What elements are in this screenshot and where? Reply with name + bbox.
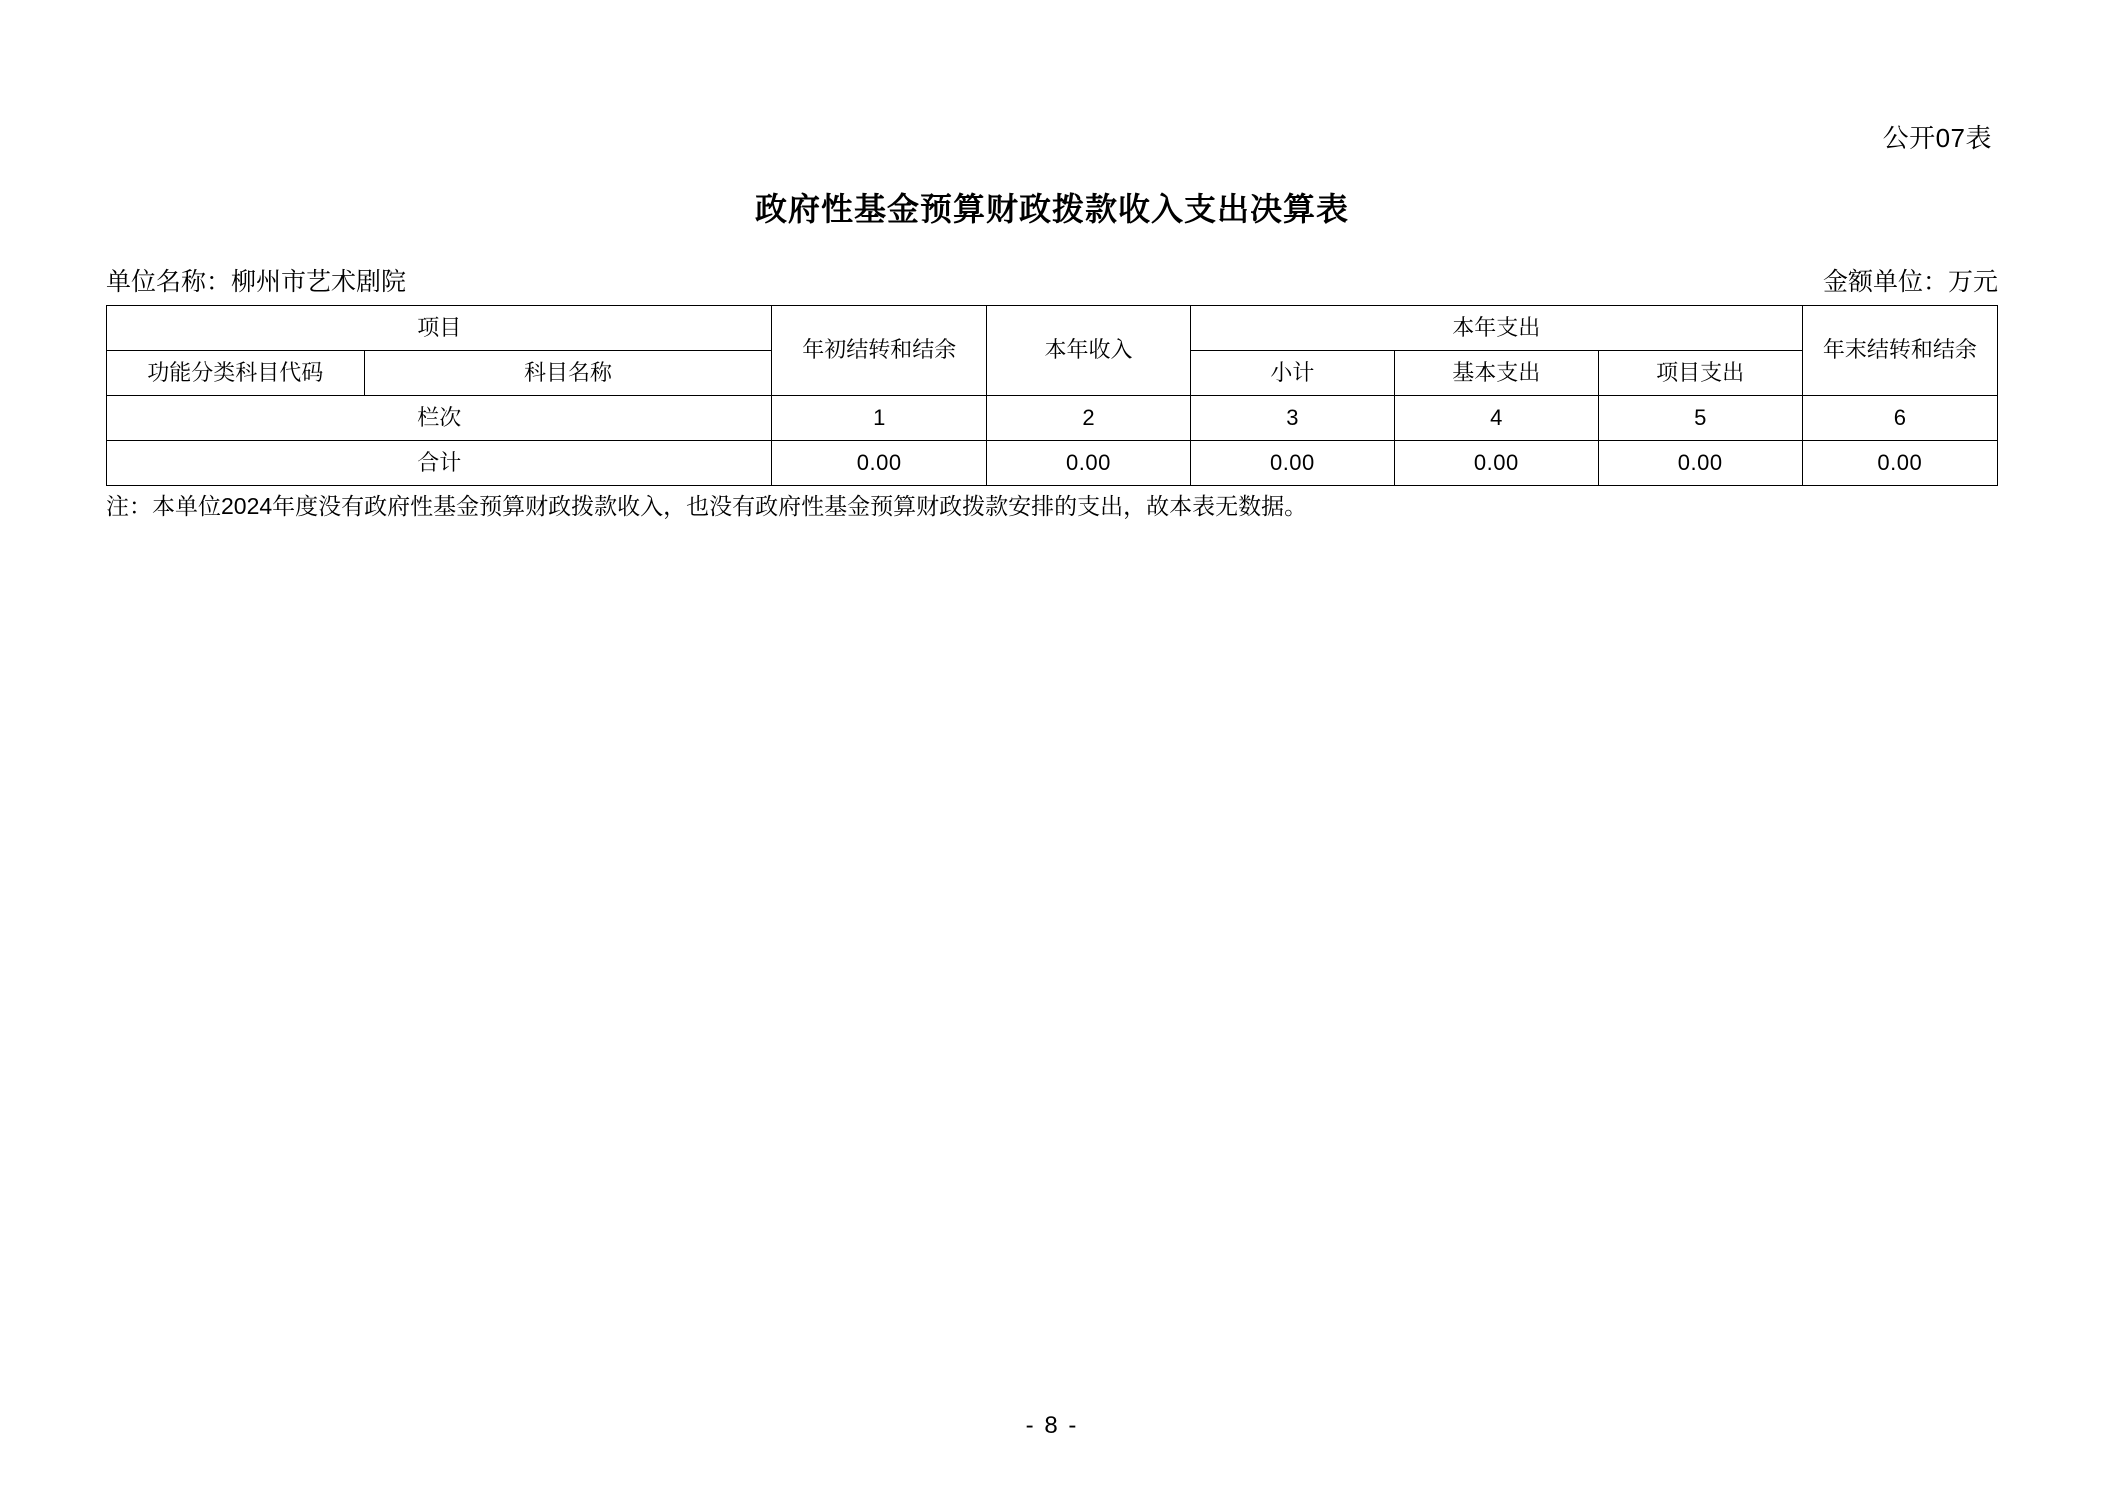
amount-unit-label: 金额单位：万元 (1822, 268, 1998, 296)
page-title: 政府性基金预算财政拨款收入支出决算表 (754, 191, 1349, 227)
lane-number-5: 5 (1598, 396, 1802, 441)
header-basic-expenditure: 基本支出 (1394, 351, 1598, 396)
total-basic-expenditure: 0.00 (1394, 441, 1598, 486)
header-current-year-expenditure: 本年支出 (1190, 306, 1802, 351)
header-item: 项目 (107, 306, 772, 351)
total-ending-balance: 0.00 (1802, 441, 1997, 486)
budget-table (106, 305, 1998, 486)
header-current-year-income: 本年收入 (987, 306, 1191, 396)
form-number-label: 公开07表 (1882, 123, 1992, 153)
table-note: 注：本单位2024年度没有政府性基金预算财政拨款收入，也没有政府性基金预算财政拨款安排的支出，故本表无数据。 (106, 493, 1308, 519)
header-ending-balance: 年末结转和结余 (1802, 306, 1997, 396)
header-beginning-balance: 年初结转和结余 (772, 306, 987, 396)
lane-number-3: 3 (1190, 396, 1394, 441)
total-subtotal: 0.00 (1190, 441, 1394, 486)
header-subtotal: 小计 (1190, 351, 1394, 396)
lane-label: 栏次 (107, 396, 772, 441)
total-project-expenditure: 0.00 (1598, 441, 1802, 486)
total-label: 合计 (107, 441, 772, 486)
table-row (107, 441, 1998, 486)
lane-number-1: 1 (772, 396, 987, 441)
meta-row (106, 262, 1998, 298)
table-header-row-1 (107, 306, 1998, 351)
table-lane-row (107, 396, 1998, 441)
header-subject-name: 科目名称 (364, 351, 772, 396)
header-project-expenditure: 项目支出 (1598, 351, 1802, 396)
header-function-code: 功能分类科目代码 (107, 351, 365, 396)
lane-number-4: 4 (1394, 396, 1598, 441)
total-beginning-balance: 0.00 (772, 441, 987, 486)
lane-number-6: 6 (1802, 396, 1997, 441)
total-current-year-income: 0.00 (987, 441, 1191, 486)
unit-name-label: 单位名称：柳州市艺术剧院 (106, 268, 407, 296)
lane-number-2: 2 (987, 396, 1191, 441)
page-number: - 8 - (1025, 1412, 1079, 1439)
